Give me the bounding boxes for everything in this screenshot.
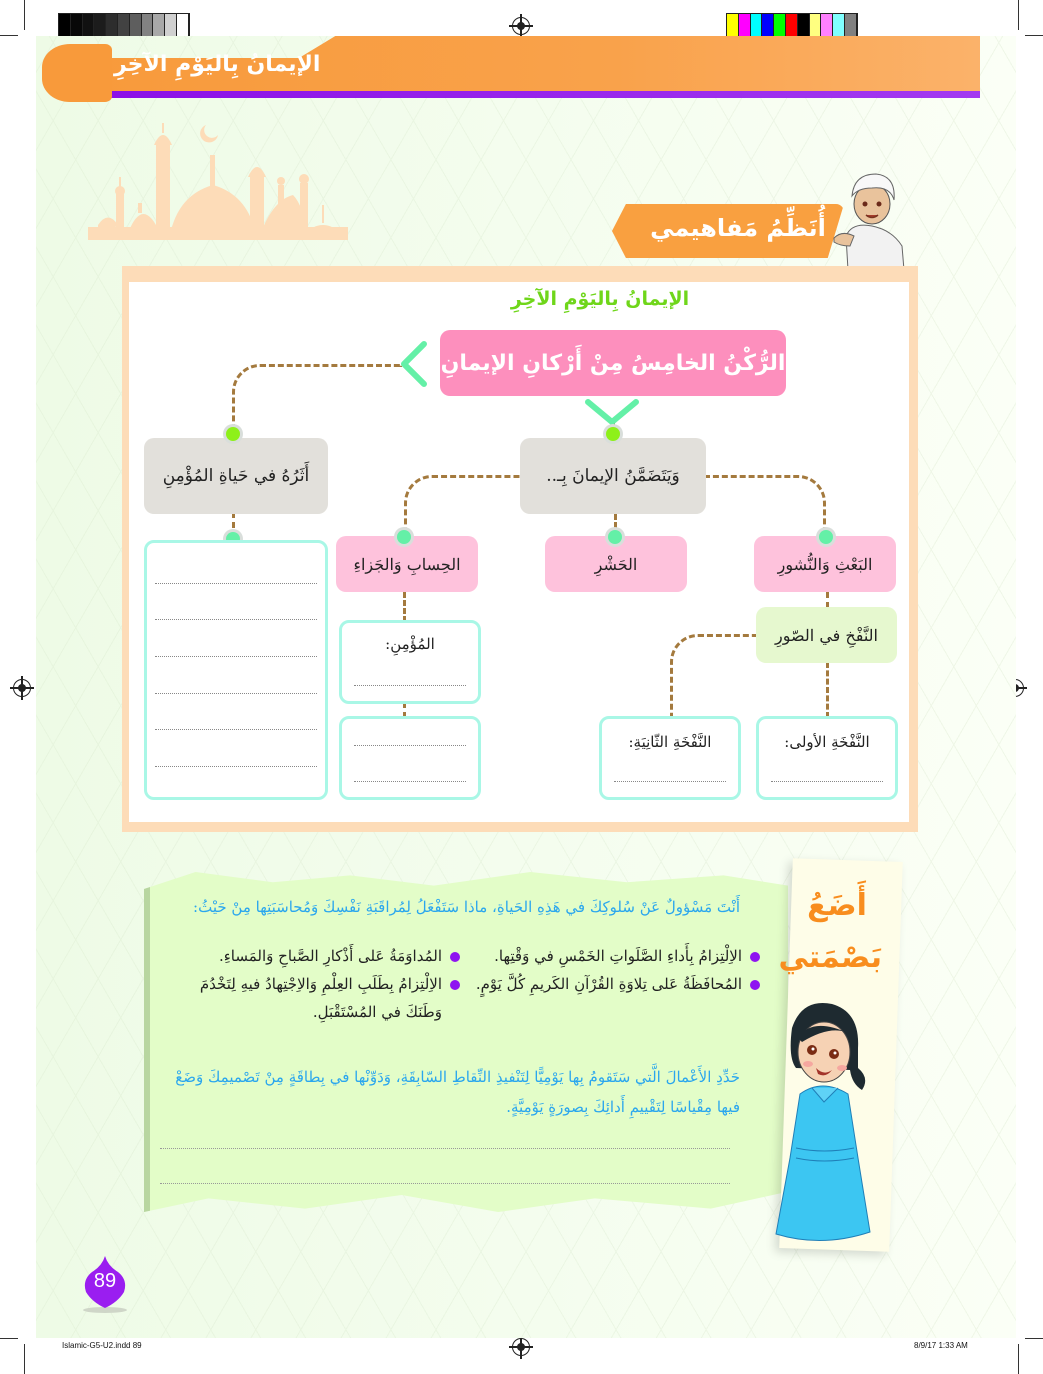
connector [670, 634, 758, 720]
bullet-row [160, 970, 760, 1026]
answer-line[interactable] [155, 619, 317, 620]
main-concept-node: الرُّكْنُ الخامِسُ مِنْ أَرْكانِ الإيمانِ [440, 330, 786, 396]
includes-node: وَيَتَضَمَّنُ الإيمانَ بِـ.. [520, 438, 706, 514]
header-ribbon [42, 36, 980, 104]
slug-filename: Islamic-G5-U2.indd 89 [62, 1341, 142, 1350]
crop-mark [1018, 0, 1019, 30]
connector [704, 475, 826, 535]
registration-target-icon [512, 17, 530, 35]
chevron-down-icon [582, 396, 642, 426]
answer-line[interactable] [614, 781, 726, 782]
answer-line[interactable] [155, 766, 317, 767]
trumpet-blowing-node: النَّفْخِ في الصّورِ [756, 607, 897, 663]
answer-line[interactable] [354, 781, 466, 782]
connector-dot [226, 427, 240, 441]
bullet-dot-icon [450, 952, 460, 962]
crop-mark [0, 1338, 18, 1339]
registration-target-icon [13, 679, 31, 697]
connector-dot [819, 530, 833, 544]
connector [404, 475, 524, 535]
first-blow-label: النَّفْخَةِ الأولى: [784, 733, 870, 751]
list-item: الاِلْتِزامُ بِطَلَبِ العِلْمِ وَالاِجْتِهادُ فيهِ لِتَخْدُمَ وَطَنَكَ في المُسْتَقْبَلِ. [160, 970, 460, 1026]
crop-mark [24, 0, 25, 30]
bullet-dot-icon [750, 980, 760, 990]
slug-date: 8/9/17 1:33 AM [914, 1341, 968, 1350]
connector-dot [397, 530, 411, 544]
answer-line[interactable] [771, 781, 883, 782]
activity-question: أَنْتَ مَسْؤولٌ عَنْ سُلوكِكَ في هَذِهِ الحَياةِ، ماذا سَتَفْعَلُ لِمُراقَبَةِ نَفْسِكَ وَمُحاسَبَتِها مِنْ حَيْثُ: [193, 898, 740, 916]
connector-dot [608, 530, 622, 544]
bullet-dot-icon [450, 980, 460, 990]
effect-on-believer-node: أَثَرُهُ في حَياةِ المُؤْمِنِ [144, 438, 328, 514]
answer-line[interactable] [155, 583, 317, 584]
bullet-dot-icon [750, 952, 760, 962]
activity-paper [144, 872, 788, 1212]
believer-label: المُؤْمِنِ: [385, 635, 435, 653]
connector [826, 662, 829, 718]
resurrection-node: البَعْثِ وَالنُّشورِ [754, 536, 896, 592]
crop-mark [1025, 1338, 1043, 1339]
activity-side-title: أَضَعُ بَصْمَتي [778, 888, 882, 975]
reckoning-answer-box[interactable] [339, 716, 481, 800]
effect-answer-box[interactable] [144, 540, 328, 800]
bullet-list [160, 942, 760, 1026]
first-blow-answer-box[interactable] [756, 716, 898, 800]
answer-line[interactable] [160, 1148, 730, 1149]
connector [826, 592, 829, 608]
ribbon-underline [64, 90, 980, 98]
list-item: المُداوَمَةُ عَلى أَذْكارِ الصَّباحِ وَالمَساءِ. [160, 942, 460, 970]
connector [403, 592, 406, 622]
diagram-title: الإيمانُ بِاليَوْمِ الآخِرِ [510, 288, 690, 310]
answer-line[interactable] [155, 656, 317, 657]
reckoning-node: الحِسابِ وَالجَزاءِ [336, 536, 478, 592]
activity-instruction: حَدِّدِ الأَعْمالَ الَّتي سَتَقومُ بِها يَوْمِيًّا لِتَنْفيذِ النِّقاطِ السّابِقَةِ، وَدَوِّنْها في بِطاقَةٍ مِنْ تَصْميمِكَ وَضَعْ فيها مِقْياسًا لِتَقْييمِ أَدائِكَ بِصورَةٍ يَوْمِيَّةٍ. [175, 1068, 740, 1116]
crop-mark [0, 35, 18, 36]
crop-mark [24, 1344, 25, 1374]
crop-mark [1018, 1344, 1019, 1374]
gathering-node: الحَشْرِ [545, 536, 687, 592]
connector-dot [606, 427, 620, 441]
answer-line[interactable] [354, 745, 466, 746]
crop-mark [1025, 35, 1043, 36]
boy-character-icon [832, 166, 912, 270]
girl-character-icon [762, 998, 882, 1244]
ribbon-cap [42, 44, 112, 102]
chevron-left-icon [398, 340, 428, 388]
second-blow-label: النَّفْخَةِ الثّانِيَةِ: [628, 733, 712, 751]
page-number: 89 [93, 1270, 117, 1292]
registration-target-icon [512, 1338, 530, 1356]
bullet-row [160, 942, 760, 970]
mosque-silhouette-icon [88, 115, 348, 240]
answer-line[interactable] [160, 1183, 730, 1184]
page-title: الإيمانُ بِاليَوْمِ الآخِرِ [114, 52, 321, 77]
second-blow-answer-box[interactable] [599, 716, 741, 800]
connector [232, 364, 402, 434]
answer-line[interactable] [155, 729, 317, 730]
list-item: الاِلْتِزامُ بِأَداءِ الصَّلَواتِ الخَمْسِ في وَقْتِها. [460, 942, 760, 970]
answer-line[interactable] [155, 693, 317, 694]
list-item: المُحافَظَةُ عَلى تِلاوَةِ القُرْآنِ الكَريمِ كُلَّ يَوْمٍ. [460, 970, 760, 1026]
answer-line[interactable] [354, 685, 466, 686]
believer-answer-box[interactable] [339, 620, 481, 704]
concepts-label: أُنَظِّمُ مَفاهيمي [650, 214, 826, 242]
